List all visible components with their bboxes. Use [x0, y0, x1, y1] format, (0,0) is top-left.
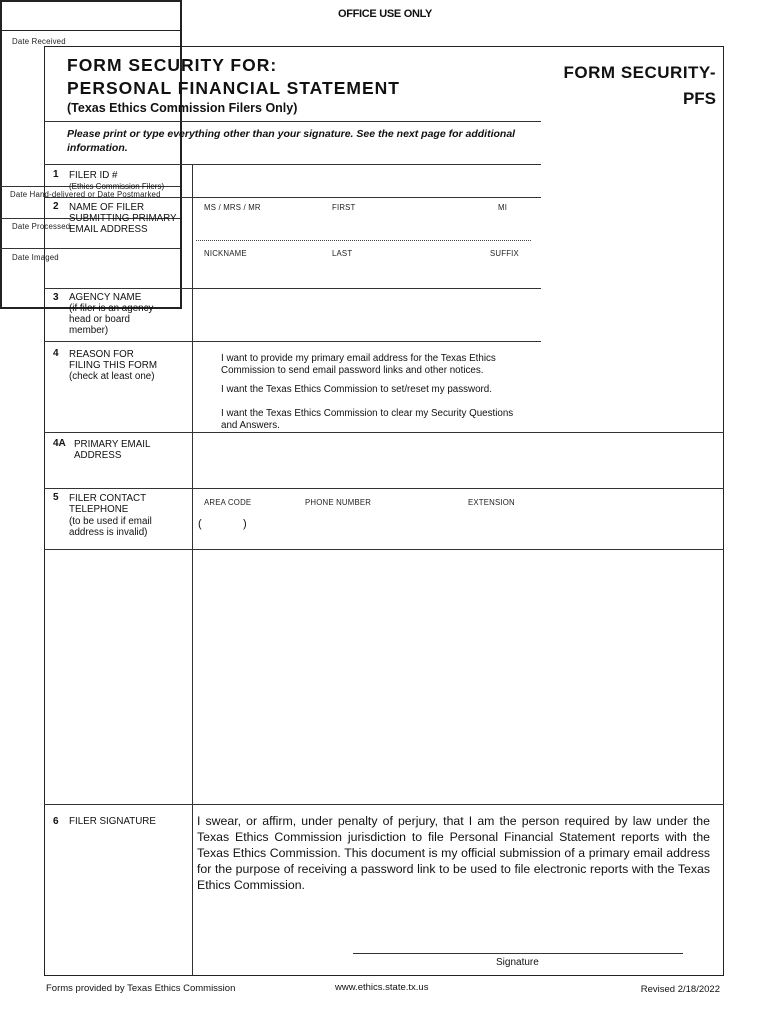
reason-option-email-line2: Commission to send email password links and other notices. [221, 364, 484, 376]
section-2-number: 2 [53, 201, 59, 212]
area-code-paren-close: ) [243, 518, 247, 530]
name-first-row-field[interactable] [194, 212, 539, 238]
reason-option-email[interactable] [221, 353, 496, 376]
oath-statement: I swear, or affirm, under penalty of perjury, that I am the person required by law under the Texas Ethics Commission jurisdiction to file Personal Financial Statement reports with the Texas Ethics Commission. This document is my official submission of a primary email address for the purpose of receiving a password link to be used to file electronic reports with the Texas Ethics Commission. [197, 814, 710, 892]
agency-name-label-4: member) [69, 325, 109, 336]
instructions: Please print or type everything other than your signature. See the next page for additional information. [67, 128, 516, 154]
reason-label-2: FILING THIS FORM [69, 360, 157, 371]
area-code-paren-open: ( [198, 518, 202, 530]
extension-label: EXTENSION [468, 498, 515, 507]
form-code-line1: FORM SECURITY- [563, 63, 716, 82]
filer-id-field[interactable] [194, 166, 539, 196]
agency-name-label-1: AGENCY NAME [69, 292, 142, 303]
footer-provided-by: Forms provided by Texas Ethics Commission [46, 983, 236, 994]
nickname-label: NICKNAME [204, 249, 247, 258]
agency-name-label-3: head or board [69, 314, 131, 325]
name-divider-dotted [196, 240, 531, 241]
reason-option-security-line1: I want the Texas Ethics Commission to clear my Security Questions [221, 408, 514, 419]
signature-label: Signature [496, 957, 539, 968]
name-of-filer-label-3: EMAIL ADDRESS [69, 224, 148, 235]
filer-id-label: FILER ID # [69, 170, 118, 181]
primary-email-label-1: PRIMARY EMAIL [74, 439, 151, 450]
primary-email-field[interactable] [194, 434, 722, 486]
filer-id-sublabel: (Ethics Commission Filers) [69, 182, 165, 191]
form-title-line1: FORM SECURITY FOR: [67, 55, 278, 75]
form-subtitle: (Texas Ethics Commission Filers Only) [67, 101, 298, 115]
section-4-number: 4 [53, 348, 59, 359]
section-6-number: 6 [53, 816, 59, 827]
reason-option-security-line2: and Answers. [221, 419, 280, 431]
area-code-label: AREA CODE [204, 498, 252, 507]
section-1-number: 1 [53, 169, 59, 180]
signature-line[interactable] [353, 953, 683, 954]
header-divider [44, 121, 541, 122]
ms-mrs-mr-label: MS / MRS / MR [204, 203, 261, 212]
agency-name-field[interactable] [194, 290, 539, 340]
last-name-label: LAST [332, 249, 353, 258]
reason-option-security-questions[interactable] [221, 408, 513, 431]
name-of-filer-label-1: NAME OF FILER [69, 202, 145, 213]
filer-signature-label: FILER SIGNATURE [69, 816, 156, 827]
telephone-field[interactable] [194, 510, 722, 546]
reason-label-1: REASON FOR [69, 349, 134, 360]
date-processed-label: Date Processed [12, 222, 71, 231]
phone-number-label: PHONE NUMBER [305, 498, 372, 507]
reason-option-email-line1: I want to provide my primary email address for the Texas Ethics [221, 353, 496, 364]
name-of-filer-label-2: SUBMITTING PRIMARY [69, 213, 177, 224]
footer-revised-date: Revised 2/18/2022 [640, 984, 720, 995]
reason-label-3: (check at least one) [69, 371, 155, 382]
blank-area [194, 551, 722, 802]
contact-phone-label-4: address is invalid) [69, 527, 148, 538]
date-received-label: Date Received [12, 37, 66, 46]
section-3-number: 3 [53, 292, 59, 303]
section-5-number: 5 [53, 492, 59, 503]
contact-phone-label-1: FILER CONTACT [69, 493, 147, 504]
name-second-row-field[interactable] [194, 258, 539, 286]
office-use-title: OFFICE USE ONLY [337, 8, 433, 20]
form-title-line2: PERSONAL FINANCIAL STATEMENT [67, 78, 400, 98]
form-code-line2: PFS [682, 89, 716, 108]
date-hand-delivered-label: Date Hand-delivered or Date Postmarked [10, 190, 161, 199]
section-4a-number: 4A [53, 438, 66, 449]
mi-label: MI [498, 203, 508, 212]
label-column-divider [192, 164, 193, 975]
footer-website[interactable]: www.ethics.state.tx.us [335, 982, 429, 993]
first-name-label: FIRST [332, 203, 356, 212]
contact-phone-label-3: (to be used if email [69, 516, 152, 527]
reason-option-password[interactable]: I want the Texas Ethics Commission to set/reset my password. [221, 384, 492, 395]
suffix-label: SUFFIX [490, 249, 519, 258]
contact-phone-label-2: TELEPHONE [69, 504, 129, 515]
date-imaged-label: Date Imaged [12, 253, 59, 262]
primary-email-label-2: ADDRESS [74, 450, 122, 461]
agency-name-label-2: (if filer is an agency [69, 303, 154, 314]
